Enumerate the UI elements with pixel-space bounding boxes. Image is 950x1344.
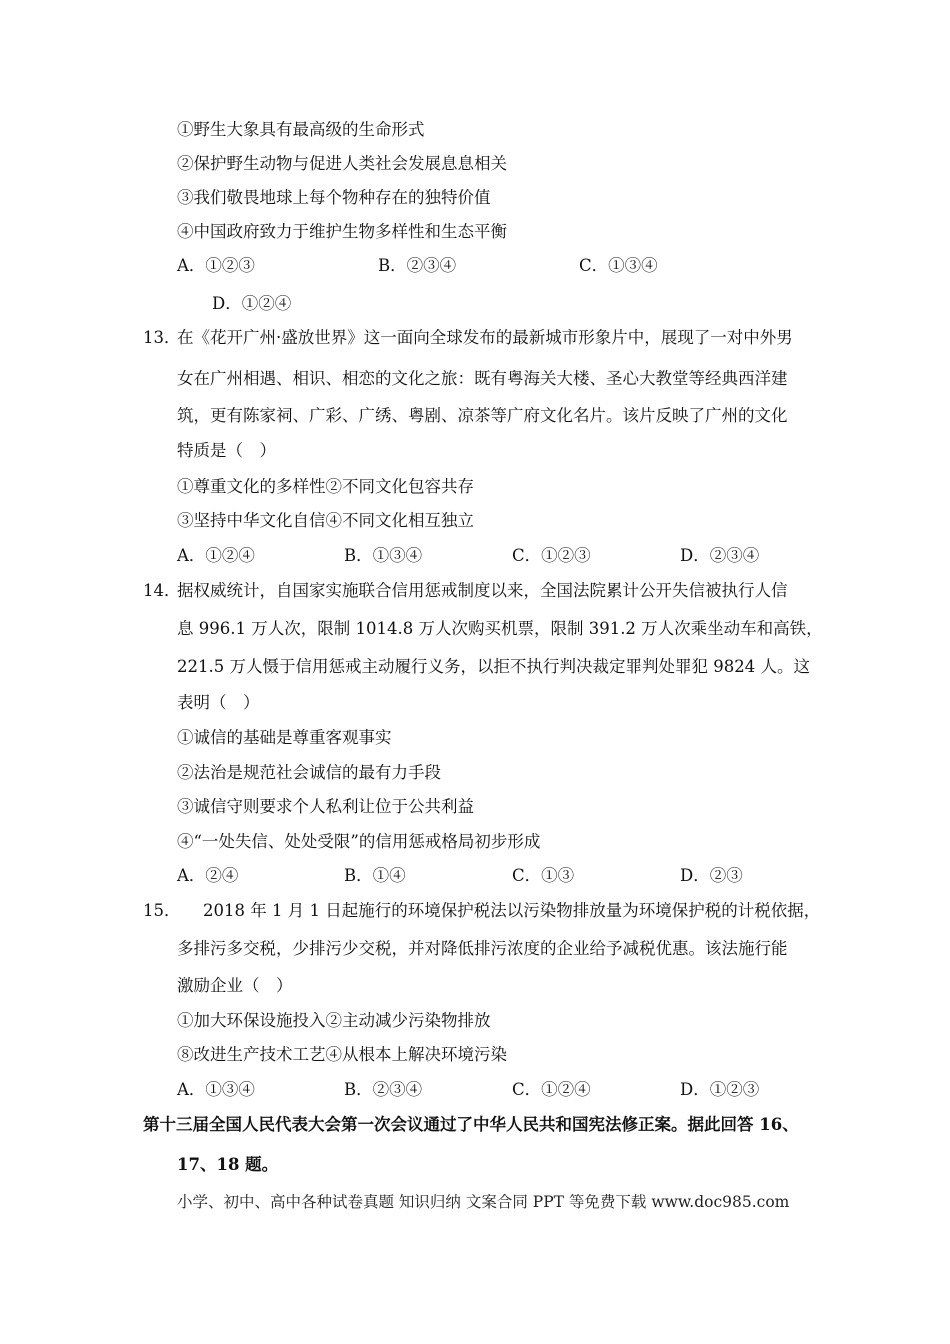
q14-item-1: ①诚信的基础是尊重客观事实	[177, 728, 392, 747]
q14-stem-line-2: 息 996.1 万人次，限制 1014.8 万人次购买机票，限制 391.2 万人次乘坐动车和高铁，	[177, 619, 823, 638]
q13-option-b: B．①③④	[344, 546, 423, 565]
q14-item-2: ②法治是规范社会诚信的最有力手段	[177, 763, 441, 782]
q14-option-d: D．②③	[680, 866, 743, 885]
q13-option-c: C．①②③	[512, 546, 591, 565]
q14-option-b: B．①④	[344, 866, 406, 885]
q15-option-b: B．②③④	[344, 1080, 423, 1099]
q15-stem-line-2: 多排污多交税，少排污少交税，并对降低排污浓度的企业给予减税优惠。该法施行能	[177, 939, 788, 958]
q13-item-2: ③坚持中华文化自信④不同文化相互独立	[177, 511, 474, 530]
q15-option-d: D．①②③	[680, 1080, 760, 1099]
section-heading-line-2: 17、18 题。	[177, 1155, 279, 1174]
q13-number: 13．	[143, 328, 181, 347]
q13-option-a: A．①②④	[177, 546, 255, 565]
footer-text: 小学、初中、高中各种试卷真题 知识归纳 文案合同 PPT 等免费下载 www.doc985.com	[177, 1193, 790, 1211]
q15-option-c: C．①②④	[512, 1080, 591, 1099]
q14-number: 14．	[143, 581, 181, 600]
q15-item-1: ①加大环保设施投入②主动减少污染物排放	[177, 1011, 491, 1030]
q12-option-c: C．①③④	[579, 256, 658, 275]
q12-item-4: ④中国政府致力于维护生物多样性和生态平衡	[177, 222, 507, 241]
q13-option-d: D．②③④	[680, 546, 760, 565]
q12-option-d: D．①②④	[212, 294, 292, 313]
q14-stem-line-1: 据权威统计，自国家实施联合信用惩戒制度以来，全国法院累计公开失信被执行人信	[177, 581, 788, 600]
q14-option-a: A．②④	[177, 866, 239, 885]
q13-stem-line-4: 特质是（ ）	[177, 441, 276, 460]
q13-stem-line-2: 女在广州相遇、相识、相恋的文化之旅：既有粤海关大楼、圣心大教堂等经典西洋建	[177, 369, 788, 388]
q12-item-2: ②保护野生动物与促进人类社会发展息息相关	[177, 154, 507, 173]
q12-item-3: ③我们敬畏地球上每个物种存在的独特价值	[177, 188, 491, 207]
q14-item-4: ④“一处失信、处处受限”的信用惩戒格局初步形成	[177, 832, 541, 851]
q14-stem-line-4: 表明（ ）	[177, 693, 260, 712]
q13-item-1: ①尊重文化的多样性②不同文化包容共存	[177, 477, 474, 496]
q12-option-b: B．②③④	[378, 256, 457, 275]
q15-number: 15．	[143, 901, 181, 920]
section-heading-line-1: 第十三届全国人民代表大会第一次会议通过了中华人民共和国宪法修正案。据此回答 16、	[143, 1115, 799, 1134]
q13-stem-line-3: 筑，更有陈家祠、广彩、广绣、粤剧、凉茶等广府文化名片。该片反映了广州的文化	[177, 406, 788, 425]
q15-item-2: ⑧改进生产技术工艺④从根本上解决环境污染	[177, 1045, 507, 1064]
q15-option-a: A．①③④	[177, 1080, 255, 1099]
q14-option-c: C．①③	[512, 866, 575, 885]
q12-item-1: ①野生大象具有最高级的生命形式	[177, 120, 425, 139]
q14-stem-line-3: 221.5 万人慑于信用惩戒主动履行义务，以拒不执行判决裁定罪判处罪犯 9824 人。这	[177, 657, 810, 676]
q14-item-3: ③诚信守则要求个人私利让位于公共利益	[177, 797, 474, 816]
q13-stem-line-1: 在《花开广州·盛放世界》这一面向全球发布的最新城市形象片中，展现了一对中外男	[177, 328, 793, 347]
q12-option-a: A．①②③	[177, 256, 255, 275]
q15-stem-line-1: 2018 年 1 月 1 日起施行的环境保护税法以污染物排放量为环境保护税的计税依据，	[203, 901, 821, 920]
q15-stem-line-3: 激励企业（ ）	[177, 976, 293, 995]
